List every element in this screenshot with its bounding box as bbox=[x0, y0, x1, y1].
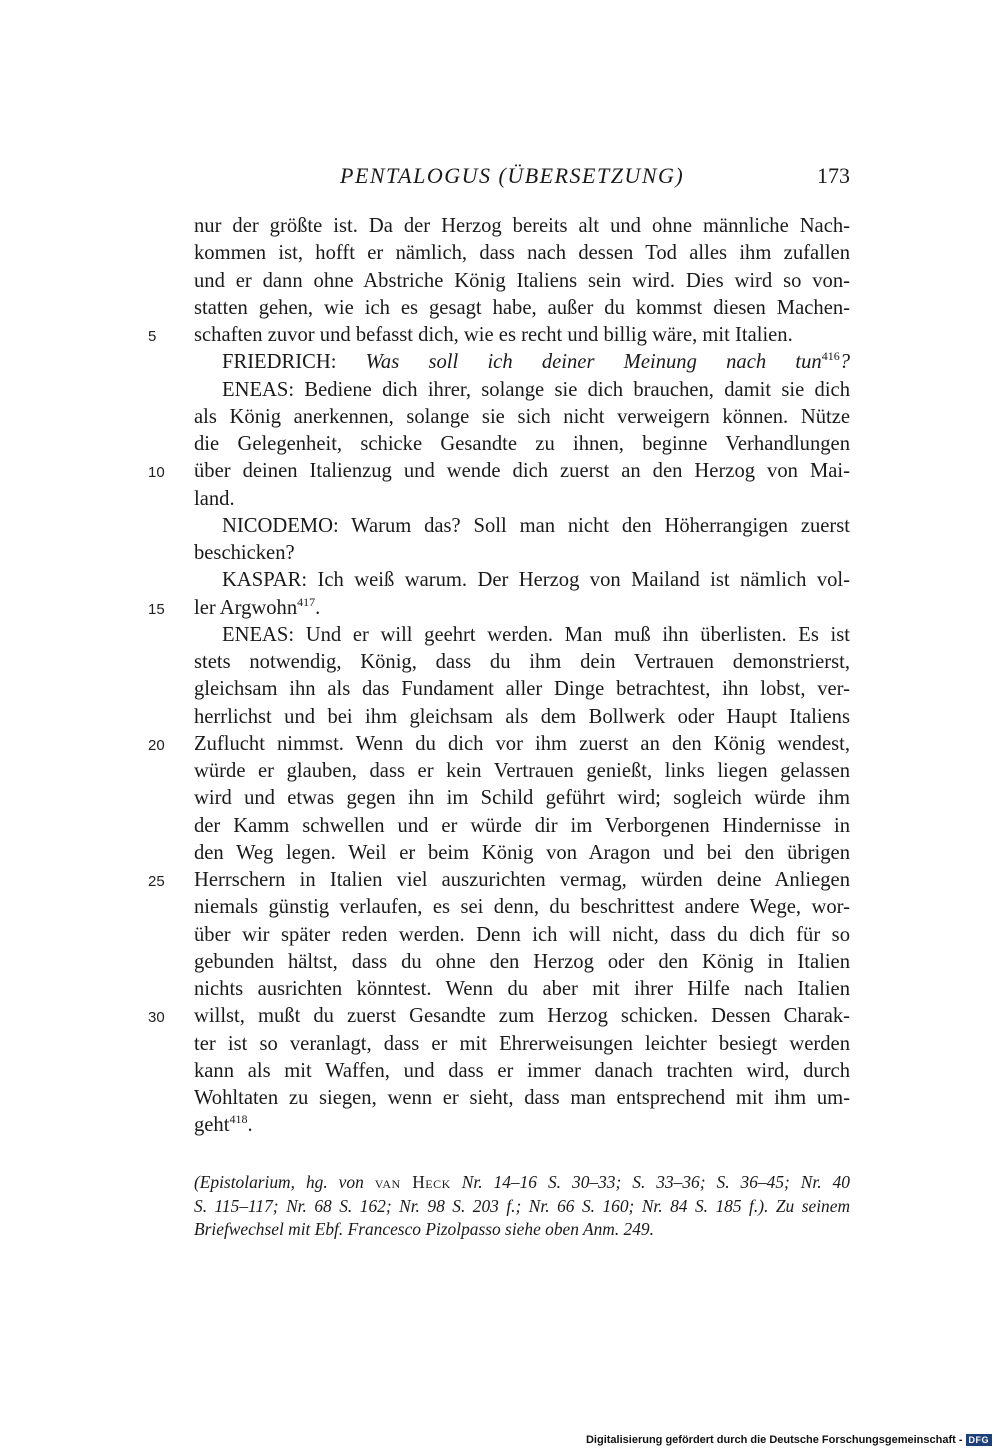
funding-note-text: Digitalisierung gefördert durch die Deutsche Forschungsgemeinschaft - bbox=[585, 1434, 963, 1446]
text-line bbox=[194, 1031, 850, 1058]
line-text: niemals günstig verlaufen, es sei denn, du beschrittest andere Wege, wor- bbox=[194, 896, 850, 919]
footnote-reference[interactable]: 418 bbox=[229, 1112, 248, 1127]
line-text: und er dann ohne Abstriche König Italiens sein wird. Dies wird so von- bbox=[194, 269, 850, 292]
text-line bbox=[194, 785, 850, 812]
line-text: geht bbox=[194, 1114, 230, 1137]
italic-text: Was soll ich deiner Meinung nach tun bbox=[365, 351, 822, 374]
text-line bbox=[194, 922, 850, 949]
text-line bbox=[148, 458, 850, 485]
text-line bbox=[194, 377, 850, 404]
text-line bbox=[194, 949, 850, 976]
running-header-title: PENTALOGUS (ÜBERSETZUNG) bbox=[340, 163, 685, 188]
line-text: KASPAR: Ich weiß warum. Der Herzog von Mailand ist nämlich vol- bbox=[222, 569, 850, 592]
line-text: beschicken? bbox=[194, 542, 295, 564]
main-text bbox=[148, 213, 850, 1140]
footnote-line bbox=[194, 1171, 850, 1195]
text-line bbox=[148, 867, 850, 894]
text-line bbox=[194, 704, 850, 731]
footnote-line: S. 115–117; Nr. 68 S. 162; Nr. 98 S. 203 f.; Nr. 66 S. 160; Nr. 84 S. 185 f.). Zu seinem bbox=[194, 1195, 850, 1216]
text-line bbox=[194, 649, 850, 676]
text-line bbox=[194, 758, 850, 785]
text-line bbox=[194, 240, 850, 267]
text-line bbox=[194, 1058, 850, 1085]
footnote-reference[interactable]: 417 bbox=[297, 594, 316, 609]
text-line bbox=[148, 594, 850, 622]
line-text: herrlichst und bei ihm gleichsam als dem Bollwerk oder Haupt Italiens bbox=[194, 705, 850, 728]
line-text: ENEAS: Und er will geehrt werden. Man muß ihn überlisten. Es ist bbox=[222, 623, 850, 646]
text-line bbox=[194, 431, 850, 458]
text-line bbox=[194, 295, 850, 322]
line-text: kommen ist, hofft er nämlich, dass nach dessen Tod alles ihm zufallen bbox=[194, 242, 850, 265]
text-line bbox=[194, 540, 850, 567]
text-line bbox=[194, 894, 850, 921]
text-line bbox=[194, 676, 850, 703]
punctuation: . bbox=[247, 1114, 253, 1137]
line-text: Zuflucht nimmst. Wenn du dich vor ihm zuerst an den König wendest, bbox=[194, 732, 850, 755]
text-line bbox=[194, 486, 850, 513]
line-text: NICODEMO: Warum das? Soll man nicht den Höherrangigen zuerst bbox=[222, 514, 850, 537]
text-line bbox=[148, 322, 850, 349]
line-text: gleichsam ihn als das Fundament aller Dinge betrachtest, ihn lobst, ver- bbox=[194, 678, 850, 701]
line-number: 5 bbox=[148, 328, 157, 345]
footnote-text: Nr. 14–16 S. 30–33; S. 33–36; S. 36–45; Nr. 40 bbox=[461, 1172, 850, 1192]
text-line bbox=[194, 213, 850, 240]
line-text: schaften zuvor und befasst dich, wie es recht und billig wäre, mit Italien. bbox=[194, 324, 793, 346]
line-text: den Weg legen. Weil er beim König von Aragon und bei den übrigen bbox=[194, 841, 850, 864]
line-text: Wohltaten zu siegen, wenn er sieht, dass man entsprechend mit ihm um- bbox=[194, 1087, 850, 1109]
line-text: kann als mit Waffen, und dass er immer danach trachten wird, durch bbox=[194, 1059, 850, 1082]
footnote-line: Briefwechsel mit Ebf. Francesco Pizolpasso siehe oben Anm. 249. bbox=[194, 1219, 654, 1239]
text-line bbox=[194, 1112, 850, 1139]
line-text: willst, mußt du zuerst Gesandte zum Herzog schicken. Dessen Charak- bbox=[194, 1005, 850, 1028]
footnote bbox=[194, 1171, 850, 1242]
punctuation: ? bbox=[839, 351, 850, 374]
text-line bbox=[194, 813, 850, 840]
footnote-reference[interactable]: 416 bbox=[821, 349, 840, 364]
line-number: 10 bbox=[148, 464, 165, 482]
line-text: die Gelegenheit, schicke Gesandte zu ihnen, beginne Verhandlungen bbox=[194, 433, 850, 455]
punctuation: . bbox=[315, 596, 321, 619]
text-line bbox=[194, 622, 850, 649]
line-number: 25 bbox=[148, 873, 165, 890]
text-line bbox=[194, 513, 850, 540]
line-text: Herrschern in Italien viel auszurichten vermag, würden deine Anliegen bbox=[194, 869, 850, 891]
line-text: nichts ausrichten könntest. Wenn du aber mit ihrer Hilfe nach Italien bbox=[194, 978, 850, 1000]
line-text: über wir später reden werden. Denn ich will nicht, dass du dich für so bbox=[194, 923, 850, 946]
dfg-logo: DFG bbox=[966, 1434, 993, 1446]
text-line bbox=[194, 567, 850, 594]
line-number: 15 bbox=[148, 600, 165, 618]
line-text: ter ist so veranlagt, dass er mit Ehrerweisungen leichter besiegt werden bbox=[194, 1032, 850, 1055]
line-text: statten gehen, wie ich es gesagt habe, außer du kommst diesen Machen- bbox=[194, 296, 850, 319]
text-line bbox=[194, 404, 850, 431]
page-number: 173 bbox=[817, 163, 850, 188]
footnote-text: (Epistolarium, hg. von bbox=[194, 1172, 364, 1192]
text-line bbox=[148, 1003, 850, 1030]
line-text: nur der größte ist. Da der Herzog bereits alt und ohne männliche Nach- bbox=[194, 215, 850, 237]
line-text: stets notwendig, König, dass du ihm dein Vertrauen demonstrierst, bbox=[194, 651, 850, 673]
text-line bbox=[194, 840, 850, 867]
line-number: 20 bbox=[148, 736, 165, 754]
text-line bbox=[194, 349, 850, 376]
line-text: land. bbox=[194, 487, 235, 510]
line-text: ENEAS: Bediene dich ihrer, solange sie dich brauchen, damit sie dich bbox=[222, 378, 850, 401]
line-text: der Kamm schwellen und er würde dir im Verborgenen Hindernisse in bbox=[194, 814, 850, 837]
funding-note bbox=[586, 1434, 992, 1446]
line-text: ler Argwohn bbox=[194, 596, 298, 619]
line-text: würde er glauben, dass er kein Vertrauen genießt, links liegen gelassen bbox=[194, 760, 850, 782]
line-number: 30 bbox=[148, 1009, 165, 1027]
line-text: wird und etwas gegen ihn im Schild geführt wird; sogleich würde ihm bbox=[194, 787, 850, 810]
text-line bbox=[148, 731, 850, 758]
footnote-author-name: van Heck bbox=[374, 1172, 451, 1192]
text-line bbox=[194, 1085, 850, 1112]
text-line bbox=[194, 976, 850, 1003]
line-text: über deinen Italienzug und wende dich zuerst an den Herzog von Mai- bbox=[194, 460, 850, 483]
line-text: als König anerkennen, solange sie sich nicht verweigern können. Nütze bbox=[194, 405, 850, 428]
line-text: gebunden hältst, dass du ohne den Herzog oder den König in Italien bbox=[194, 950, 850, 973]
text-line bbox=[194, 268, 850, 295]
speaker-name: FRIEDRICH: bbox=[222, 351, 337, 374]
